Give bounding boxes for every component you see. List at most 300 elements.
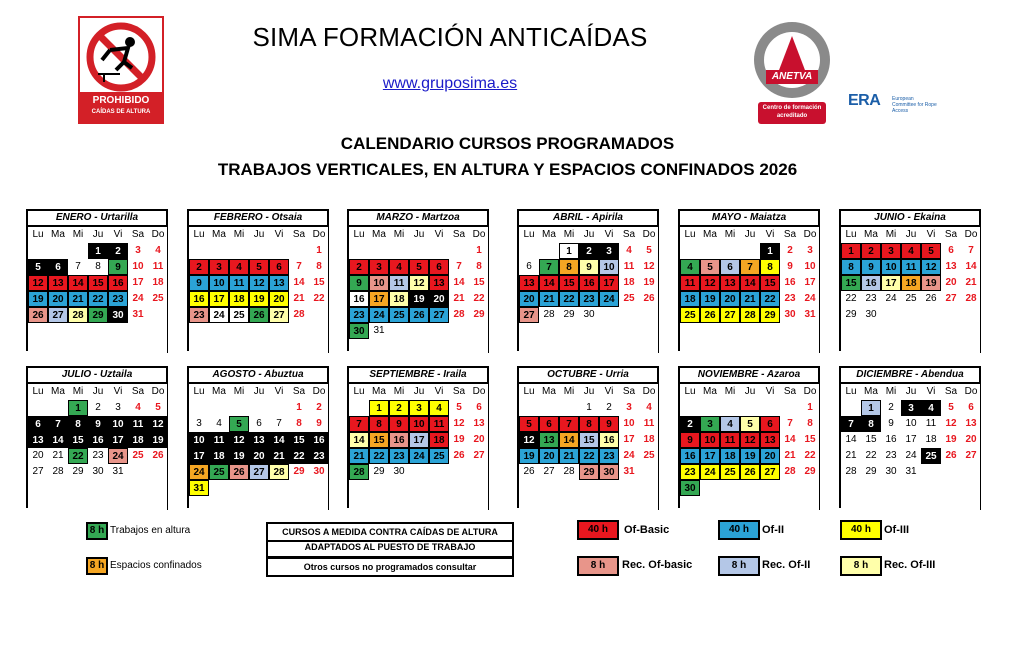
- day-cell: 3: [115, 402, 121, 413]
- day-cell: 30: [680, 480, 700, 496]
- day-cell: 14: [269, 432, 289, 448]
- day-cell: 12: [409, 275, 429, 291]
- legend-of-ii-label: Of-II: [762, 524, 784, 536]
- day-cell: 18: [389, 291, 409, 307]
- day-cell: 25: [152, 293, 164, 304]
- day-cell: 21: [965, 277, 977, 288]
- day-cell: 14: [784, 434, 796, 445]
- legend-altura-label: Trabajos en altura: [110, 525, 191, 536]
- day-cell: 15: [473, 277, 485, 288]
- calendar-title: CALENDARIO CURSOS PROGRAMADOS: [340, 134, 675, 153]
- day-cell: 9: [88, 416, 108, 432]
- anetva-caption: Centro de formación acreditado: [762, 105, 822, 119]
- day-cell: 22: [313, 293, 325, 304]
- legend-of-basic-swatch: 40 h: [577, 520, 619, 540]
- weekday-label: Sa: [292, 386, 306, 397]
- weekday-label: Vi: [604, 386, 614, 397]
- day-cell: 13: [720, 275, 740, 291]
- day-cell: 17: [881, 275, 901, 291]
- day-cell: 10: [209, 275, 229, 291]
- day-cell: 24: [369, 307, 389, 323]
- day-cell: 7: [968, 245, 974, 256]
- day-cell: 2: [189, 259, 209, 275]
- weekday-label: Do: [472, 229, 486, 240]
- day-cell: 25: [623, 293, 635, 304]
- day-cell: 3: [135, 245, 141, 256]
- day-cell: 8: [476, 261, 482, 272]
- day-cell: 22: [88, 291, 108, 307]
- day-cell: 6: [968, 402, 974, 413]
- month-name: OCTUBRE - Urria: [519, 368, 659, 384]
- day-cell: 23: [92, 450, 104, 461]
- day-cell: 10: [132, 261, 144, 272]
- day-cell: 21: [269, 448, 289, 464]
- legend-confinados-swatch: 8 h: [86, 557, 108, 575]
- day-cell: 27: [519, 307, 539, 323]
- weekday-label: Mi: [393, 386, 405, 397]
- day-cell: 19: [453, 434, 465, 445]
- day-cell: 6: [948, 245, 954, 256]
- day-cell: 25: [389, 307, 409, 323]
- weekday-label: Sa: [452, 229, 466, 240]
- day-cell: 7: [841, 416, 861, 432]
- day-cell: 22: [845, 293, 857, 304]
- day-cell: 7: [48, 416, 68, 432]
- prohibido-logo: [78, 16, 164, 124]
- day-cell: 26: [409, 307, 429, 323]
- weekday-label: Mi: [563, 386, 575, 397]
- day-cell: 23: [389, 448, 409, 464]
- day-cell: 17: [599, 275, 619, 291]
- weekday-label: Vi: [765, 229, 775, 240]
- day-cell: 22: [579, 448, 599, 464]
- day-cell: 6: [526, 261, 532, 272]
- month-name: NOVIEMBRE - Azaroa: [680, 368, 820, 384]
- day-cell: 8: [861, 416, 881, 432]
- day-cell: 22: [760, 291, 780, 307]
- day-cell: 13: [429, 275, 449, 291]
- legend-of-iii-swatch: 40 h: [840, 520, 882, 540]
- weekday-label: Do: [964, 386, 978, 397]
- day-cell: 18: [901, 275, 921, 291]
- anetva-name: ANETVA: [771, 71, 813, 82]
- day-cell: 10: [623, 418, 635, 429]
- day-cell: 4: [216, 418, 222, 429]
- day-cell: 27: [269, 307, 289, 323]
- day-cell: 10: [905, 418, 917, 429]
- day-cell: 2: [579, 243, 599, 259]
- day-cell: 25: [643, 450, 655, 461]
- day-cell: 22: [865, 450, 877, 461]
- weekday-label: Mi: [563, 229, 575, 240]
- day-cell: 23: [784, 293, 796, 304]
- day-cell: 10: [189, 432, 209, 448]
- weekday-label: Ju: [905, 229, 917, 240]
- day-cell: 15: [313, 277, 325, 288]
- legend-of-basic-label: Of-Basic: [624, 524, 670, 536]
- weekday-label: Vi: [434, 229, 444, 240]
- day-cell: 10: [804, 261, 816, 272]
- day-cell: 12: [740, 432, 760, 448]
- calendar-subtitle: TRABAJOS VERTICALES, EN ALTURA Y ESPACIOS CONFINADOS 2026: [217, 160, 798, 179]
- day-cell: 19: [28, 291, 48, 307]
- day-cell: 7: [740, 259, 760, 275]
- day-cell: 29: [804, 466, 816, 477]
- day-cell: 9: [680, 432, 700, 448]
- legend-rec-iii-label: Rec. Of-III: [884, 559, 936, 571]
- day-cell: 14: [845, 434, 857, 445]
- legend-rec-basic-swatch: 8 h: [577, 556, 619, 576]
- day-cell: 22: [289, 448, 309, 464]
- day-cell: 7: [276, 418, 282, 429]
- day-cell: 24: [905, 450, 917, 461]
- day-cell: 21: [845, 450, 857, 461]
- day-cell: 20: [720, 291, 740, 307]
- day-cell: 21: [453, 293, 465, 304]
- weekday-label: Mi: [233, 386, 245, 397]
- day-cell: 27: [32, 466, 44, 477]
- day-cell: 15: [88, 275, 108, 291]
- day-cell: 4: [901, 243, 921, 259]
- day-cell: 24: [599, 291, 619, 307]
- day-cell: 20: [48, 291, 68, 307]
- weekday-label: Ma: [212, 229, 226, 240]
- day-cell: 16: [680, 448, 700, 464]
- day-cell: 22: [473, 293, 485, 304]
- day-cell: 9: [389, 416, 409, 432]
- legend-rec-basic-label: Rec. Of-basic: [622, 559, 693, 571]
- day-cell: 11: [643, 418, 655, 429]
- day-cell: 25: [132, 450, 144, 461]
- day-cell: 6: [476, 402, 482, 413]
- day-cell: 20: [519, 291, 539, 307]
- day-cell: 12: [453, 418, 465, 429]
- day-cell: 20: [539, 448, 559, 464]
- weekday-label: Lu: [193, 229, 205, 240]
- day-cell: 20: [473, 434, 485, 445]
- day-cell: 20: [760, 448, 780, 464]
- day-cell: 19: [519, 448, 539, 464]
- day-cell: 26: [925, 293, 937, 304]
- day-cell: 23: [885, 450, 897, 461]
- day-cell: 12: [229, 432, 249, 448]
- day-cell: 26: [229, 464, 249, 480]
- weekday-label: Lu: [845, 386, 857, 397]
- month-name: ABRIL - Apirila: [519, 211, 659, 227]
- day-cell: 14: [48, 432, 68, 448]
- day-cell: 23: [108, 291, 128, 307]
- weekday-label: Lu: [32, 229, 44, 240]
- day-cell: 31: [189, 480, 209, 496]
- day-cell: 6: [28, 416, 48, 432]
- day-cell: 28: [293, 309, 305, 320]
- day-cell: 17: [409, 432, 429, 448]
- day-cell: 25: [921, 448, 941, 464]
- weekday-label: Ju: [253, 386, 265, 397]
- day-cell: 1: [88, 243, 108, 259]
- day-cell: 24: [132, 293, 144, 304]
- day-cell: 15: [289, 432, 309, 448]
- day-cell: 9: [316, 418, 322, 429]
- day-cell: 12: [28, 275, 48, 291]
- day-cell: 26: [152, 450, 164, 461]
- day-cell: 16: [885, 434, 897, 445]
- day-cell: 2: [787, 245, 793, 256]
- day-cell: 30: [885, 466, 897, 477]
- day-cell: 3: [700, 416, 720, 432]
- weekday-label: Ma: [703, 229, 717, 240]
- day-cell: 4: [155, 245, 161, 256]
- day-cell: 23: [189, 307, 209, 323]
- day-cell: 27: [760, 464, 780, 480]
- day-cell: 2: [888, 402, 894, 413]
- day-cell: 28: [543, 309, 555, 320]
- weekday-label: Sa: [944, 386, 958, 397]
- day-cell: 12: [945, 418, 957, 429]
- day-cell: 11: [229, 275, 249, 291]
- day-cell: 24: [189, 464, 209, 480]
- day-cell: 19: [249, 291, 269, 307]
- weekday-label: Ju: [253, 229, 265, 240]
- day-cell: 20: [429, 291, 449, 307]
- day-cell: 30: [583, 309, 595, 320]
- day-cell: 23: [349, 307, 369, 323]
- day-cell: 28: [740, 307, 760, 323]
- legend-of-iii-label: Of-III: [884, 524, 910, 536]
- weekday-label: Ma: [51, 386, 65, 397]
- day-cell: 10: [881, 259, 901, 275]
- weekday-label: Sa: [783, 386, 797, 397]
- day-cell: 7: [296, 261, 302, 272]
- day-cell: 28: [965, 293, 977, 304]
- day-cell: 19: [700, 291, 720, 307]
- day-cell: 16: [579, 275, 599, 291]
- day-cell: 5: [646, 245, 652, 256]
- day-cell: 31: [112, 466, 124, 477]
- weekday-label: Sa: [131, 229, 145, 240]
- day-cell: 29: [579, 464, 599, 480]
- day-cell: 18: [128, 432, 148, 448]
- day-cell: 1: [369, 400, 389, 416]
- day-cell: 5: [948, 402, 954, 413]
- day-cell: 16: [189, 291, 209, 307]
- day-cell: 28: [563, 466, 575, 477]
- weekday-label: Ma: [864, 386, 878, 397]
- day-cell: 17: [132, 277, 144, 288]
- day-cell: 7: [559, 416, 579, 432]
- day-cell: 2: [316, 402, 322, 413]
- day-cell: 2: [389, 400, 409, 416]
- day-cell: 29: [760, 307, 780, 323]
- day-cell: 2: [95, 402, 101, 413]
- day-cell: 8: [760, 259, 780, 275]
- day-cell: 2: [108, 243, 128, 259]
- day-cell: 26: [523, 466, 535, 477]
- day-cell: 25: [720, 464, 740, 480]
- erc-logo-text: ERA: [848, 92, 881, 109]
- day-cell: 11: [623, 261, 635, 272]
- day-cell: 12: [643, 261, 655, 272]
- day-cell: 27: [945, 293, 957, 304]
- day-cell: 8: [316, 261, 322, 272]
- day-cell: 28: [68, 307, 88, 323]
- day-cell: 13: [965, 418, 977, 429]
- website-link[interactable]: www.gruposima.es: [382, 75, 518, 92]
- day-cell: 1: [559, 243, 579, 259]
- day-cell: 5: [921, 243, 941, 259]
- day-cell: 23: [865, 293, 877, 304]
- day-cell: 8: [841, 259, 861, 275]
- weekday-label: Ju: [905, 386, 917, 397]
- day-cell: 9: [189, 275, 209, 291]
- day-cell: 11: [429, 416, 449, 432]
- weekday-label: Sa: [452, 386, 466, 397]
- day-cell: 24: [700, 464, 720, 480]
- weekday-label: Do: [312, 386, 326, 397]
- day-cell: 12: [921, 259, 941, 275]
- weekday-label: Do: [964, 229, 978, 240]
- day-cell: 15: [804, 434, 816, 445]
- day-cell: 13: [539, 432, 559, 448]
- day-cell: 11: [152, 261, 164, 272]
- weekday-label: Lu: [845, 229, 857, 240]
- day-cell: 26: [249, 307, 269, 323]
- weekday-label: Mi: [885, 229, 897, 240]
- month-name: FEBRERO - Otsaia: [189, 211, 329, 227]
- day-cell: 3: [369, 259, 389, 275]
- month-block: [347, 209, 489, 351]
- weekday-label: Do: [642, 229, 656, 240]
- day-cell: 31: [804, 309, 816, 320]
- day-cell: 4: [229, 259, 249, 275]
- day-cell: 5: [519, 416, 539, 432]
- day-cell: 10: [700, 432, 720, 448]
- day-cell: 4: [646, 402, 652, 413]
- day-cell: 22: [369, 448, 389, 464]
- weekday-label: Lu: [523, 386, 535, 397]
- month-block: [187, 366, 329, 508]
- day-cell: 27: [473, 450, 485, 461]
- day-cell: 30: [784, 309, 796, 320]
- weekday-label: Mi: [72, 229, 84, 240]
- day-cell: 23: [309, 448, 329, 464]
- day-cell: 18: [229, 291, 249, 307]
- weekday-label: Sa: [131, 386, 145, 397]
- day-cell: 17: [804, 277, 816, 288]
- weekday-label: Lu: [353, 386, 365, 397]
- day-cell: 6: [760, 416, 780, 432]
- day-cell: 20: [249, 448, 269, 464]
- day-cell: 3: [881, 243, 901, 259]
- day-cell: 20: [945, 277, 957, 288]
- weekday-label: Mi: [393, 229, 405, 240]
- day-cell: 31: [373, 325, 385, 336]
- day-cell: 14: [740, 275, 760, 291]
- day-cell: 13: [519, 275, 539, 291]
- day-cell: 6: [269, 259, 289, 275]
- no-fall-icon: [80, 20, 162, 94]
- day-cell: 10: [599, 259, 619, 275]
- day-cell: 8: [68, 416, 88, 432]
- day-cell: 25: [680, 307, 700, 323]
- month-name: JULIO - Uztaila: [28, 368, 168, 384]
- day-cell: 22: [559, 291, 579, 307]
- day-cell: 17: [369, 291, 389, 307]
- day-cell: 28: [269, 464, 289, 480]
- day-cell: 9: [579, 259, 599, 275]
- day-cell: 17: [108, 432, 128, 448]
- day-cell: 14: [293, 277, 305, 288]
- day-cell: 26: [453, 450, 465, 461]
- day-cell: 6: [48, 259, 68, 275]
- weekday-label: Vi: [926, 229, 936, 240]
- day-cell: 13: [269, 275, 289, 291]
- erc-logo: [848, 90, 940, 114]
- day-cell: 15: [369, 432, 389, 448]
- day-cell: 15: [841, 275, 861, 291]
- day-cell: 29: [563, 309, 575, 320]
- day-cell: 31: [905, 466, 917, 477]
- anetva-logo: [752, 16, 832, 128]
- day-cell: 6: [720, 259, 740, 275]
- day-cell: 15: [579, 432, 599, 448]
- weekday-label: Lu: [32, 386, 44, 397]
- day-cell: 1: [861, 400, 881, 416]
- month-name: DICIEMBRE - Abendua: [841, 368, 981, 384]
- page-title: SIMA FORMACIÓN ANTICAÍDAS: [252, 22, 648, 52]
- day-cell: 3: [901, 400, 921, 416]
- day-cell: 23: [579, 291, 599, 307]
- day-cell: 16: [389, 432, 409, 448]
- day-cell: 12: [700, 275, 720, 291]
- weekday-label: Mi: [233, 229, 245, 240]
- day-cell: 3: [209, 259, 229, 275]
- weekday-label: Do: [312, 229, 326, 240]
- day-cell: 31: [132, 309, 144, 320]
- day-cell: 16: [784, 277, 796, 288]
- day-cell: 7: [539, 259, 559, 275]
- month-block: [517, 209, 659, 351]
- day-cell: 21: [784, 450, 796, 461]
- weekday-label: Lu: [193, 386, 205, 397]
- day-cell: 25: [429, 448, 449, 464]
- day-cell: 22: [804, 450, 816, 461]
- day-cell: 18: [209, 448, 229, 464]
- day-cell: 25: [229, 307, 249, 323]
- day-cell: 1: [760, 243, 780, 259]
- day-cell: 24: [804, 293, 816, 304]
- day-cell: 21: [559, 448, 579, 464]
- day-cell: 20: [269, 291, 289, 307]
- weekday-label: Sa: [292, 229, 306, 240]
- weekday-label: Ma: [703, 386, 717, 397]
- day-cell: 14: [559, 432, 579, 448]
- day-cell: 14: [453, 277, 465, 288]
- day-cell: 12: [519, 432, 539, 448]
- day-cell: 24: [623, 450, 635, 461]
- day-cell: 8: [369, 416, 389, 432]
- month-block: [839, 366, 981, 508]
- weekday-label: Mi: [724, 386, 736, 397]
- day-cell: 26: [740, 464, 760, 480]
- day-cell: 3: [807, 245, 813, 256]
- day-cell: 27: [965, 450, 977, 461]
- day-cell: 14: [965, 261, 977, 272]
- day-cell: 28: [784, 466, 796, 477]
- day-cell: 11: [925, 418, 937, 429]
- weekday-label: Vi: [765, 386, 775, 397]
- day-cell: 30: [313, 466, 325, 477]
